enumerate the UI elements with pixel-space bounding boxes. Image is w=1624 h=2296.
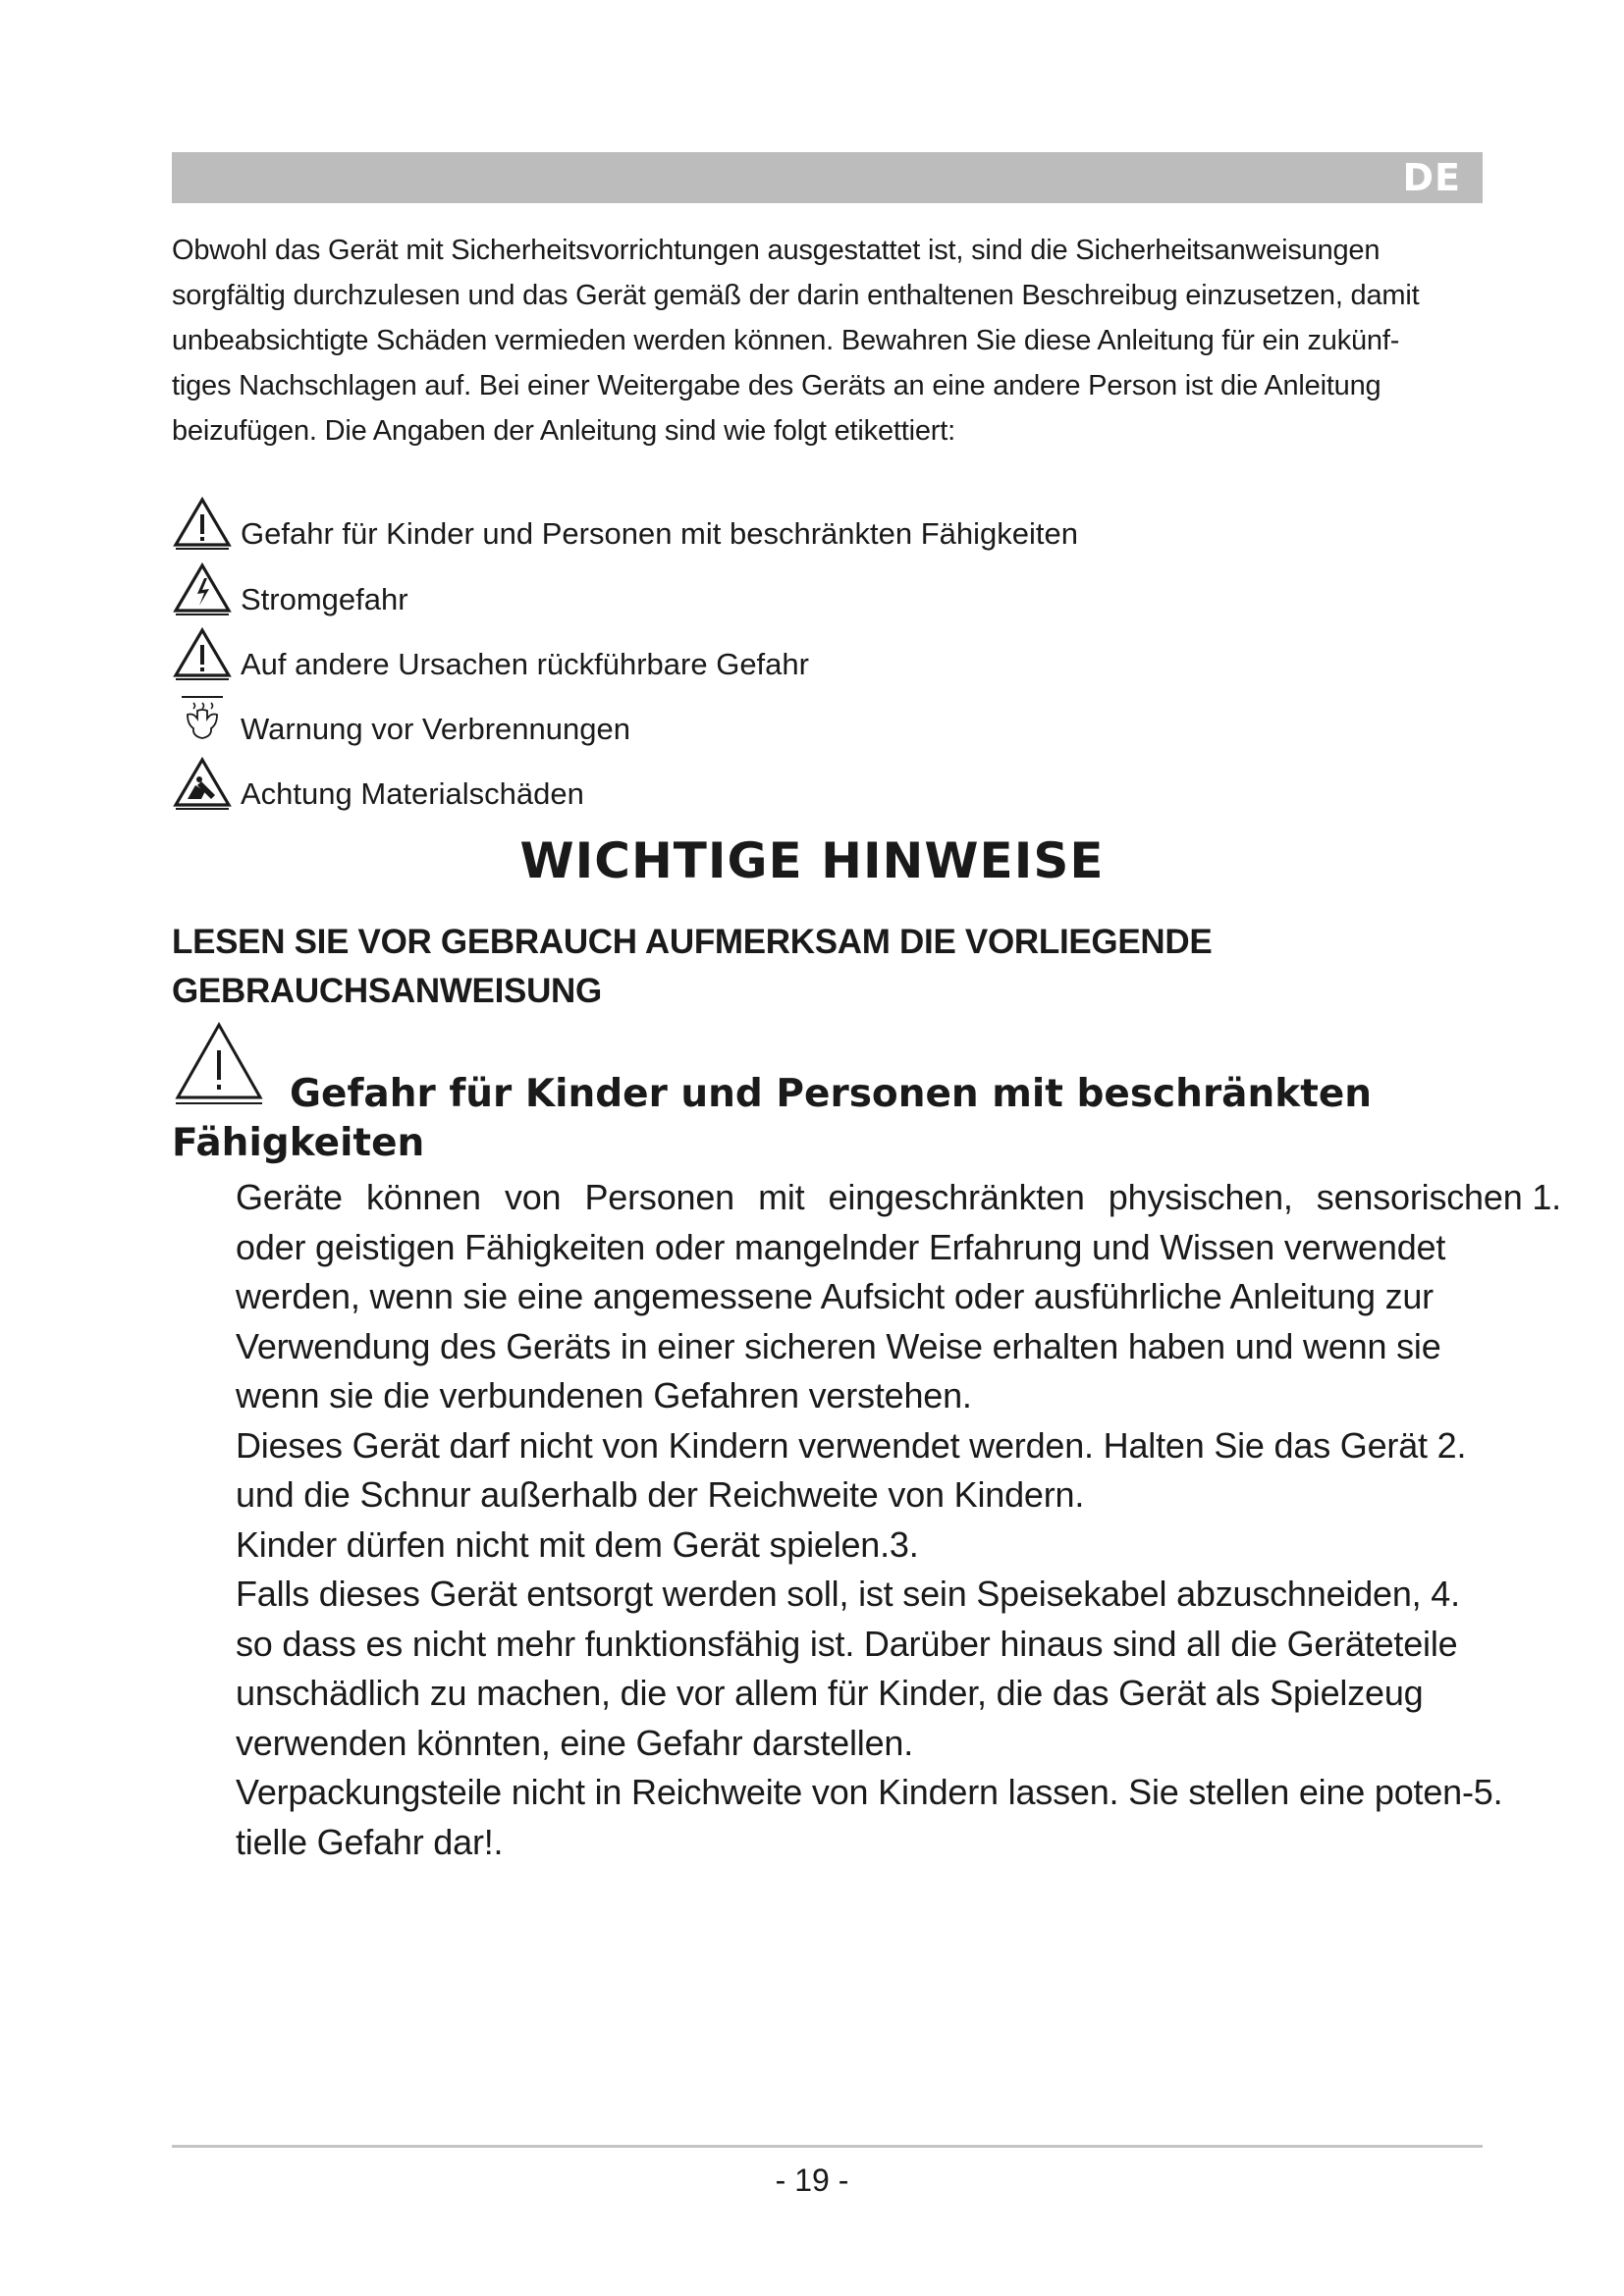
list-item-line: und die Schnur außerhalb der Reichweite von Kindern. <box>236 1474 1085 1515</box>
list-item-5-first-line: Verpackungsteile nicht in Reichweite von Kindern lassen. Sie stellen eine poten-5. <box>236 1772 1503 1812</box>
list-item-2-first-line: Dieses Gerät darf nicht von Kindern verwendet werden. Halten Sie das Gerät 2. <box>236 1424 1467 1466</box>
footer-divider <box>172 2145 1483 2148</box>
list-item-4-first-line: Falls dieses Gerät entsorgt werden soll, ist sein Speisekabel abzuschneiden, 4. <box>236 1574 1460 1614</box>
hot-surface-icon <box>172 691 233 746</box>
warning-exclamation-icon <box>172 496 233 551</box>
intro-line: sorgfältig durchzulesen und das Gerät gemäß der darin enthaltenen Beschreibug einzusetzen, damit <box>172 280 1420 311</box>
section-title-line: Gefahr für Kinder und Personen mit beschränkten <box>290 1072 1373 1116</box>
intro-line: beizufügen. Die Angaben der Anleitung sind wie folgt etikettiert: <box>172 415 955 447</box>
legend-item-burns <box>172 691 630 746</box>
list-item-line: wenn sie die verbundenen Gefahren verstehen. <box>236 1375 972 1415</box>
warning-exclamation-icon <box>172 626 233 681</box>
word: von <box>504 1177 562 1217</box>
safety-list <box>236 1173 1571 1867</box>
legend-item-electric <box>172 561 408 616</box>
list-item-1-first-line <box>236 1173 1561 1223</box>
list-item-line: unschädlich zu machen, die vor allem für Kinder, die das Gerät als Spielzeug <box>236 1673 1424 1713</box>
intro-line: tiges Nachschlagen auf. Bei einer Weitergabe des Geräts an eine andere Person ist die Anleitung <box>172 370 1381 401</box>
word: sensorischen 1. <box>1316 1177 1561 1217</box>
word: können <box>365 1177 481 1217</box>
legend-label: Achtung Materialschäden <box>241 776 584 811</box>
legend-item-material-damage <box>172 756 584 811</box>
read-instructions-heading <box>172 918 1488 1016</box>
word: Geräte <box>236 1177 343 1217</box>
list-item-line: so dass es nicht mehr funktionsfähig ist. Darüber hinaus sind all die Geräteteile <box>236 1623 1458 1664</box>
intro-line: unbeabsichtigte Schäden vermieden werden können. Bewahren Sie diese Anleitung für ein zukünf- <box>172 325 1400 356</box>
material-damage-icon <box>172 756 233 811</box>
list-item-line: oder geistigen Fähigkeiten oder mangelnder Erfahrung und Wissen verwendet <box>236 1226 1446 1267</box>
sub-title-line: LESEN SIE VOR GEBRAUCH AUFMERKSAM DIE VORLIEGENDE <box>172 923 1213 961</box>
list-item-line: Verwendung des Geräts in einer sicheren Weise erhalten haben und wenn sie <box>236 1325 1441 1366</box>
legend-item-children-danger <box>172 496 1078 551</box>
section-title-line: Fähigkeiten <box>172 1121 425 1165</box>
page-number: - 19 - <box>775 2163 849 2198</box>
word: physischen, <box>1108 1177 1293 1217</box>
legend-label: Warnung vor Verbrennungen <box>241 712 630 746</box>
legend-label: Auf andere Ursachen rückführbare Gefahr <box>241 647 809 681</box>
electric-hazard-icon <box>172 561 233 616</box>
word: mit <box>758 1177 805 1217</box>
word: eingeschränkten <box>828 1177 1085 1217</box>
word: Personen <box>584 1177 734 1217</box>
legend-label: Stromgefahr <box>241 582 408 616</box>
language-code: DE <box>1402 156 1461 199</box>
main-title: WICHTIGE HINWEISE <box>519 832 1105 889</box>
intro-paragraph <box>172 228 1488 454</box>
warning-exclamation-icon <box>172 1021 266 1105</box>
legend-label: Gefahr für Kinder und Personen mit beschränkten Fähigkeiten <box>241 516 1078 551</box>
sub-title-line: GEBRAUCHSANWEISUNG <box>172 972 602 1010</box>
list-item-line: tielle Gefahr dar!. <box>236 1821 504 1862</box>
list-item-line: verwenden könnten, eine Gefahr darstellen. <box>236 1722 914 1763</box>
list-item-line: werden, wenn sie eine angemessene Aufsicht oder ausführliche Anleitung zur <box>236 1276 1434 1316</box>
list-item-3-first-line: Kinder dürfen nicht mit dem Gerät spielen.3. <box>236 1523 919 1565</box>
language-header-bar <box>172 152 1483 203</box>
legend-item-other-danger <box>172 626 809 681</box>
intro-line: Obwohl das Gerät mit Sicherheitsvorrichtungen ausgestattet ist, sind die Sicherheitsanweisungen <box>172 235 1380 266</box>
